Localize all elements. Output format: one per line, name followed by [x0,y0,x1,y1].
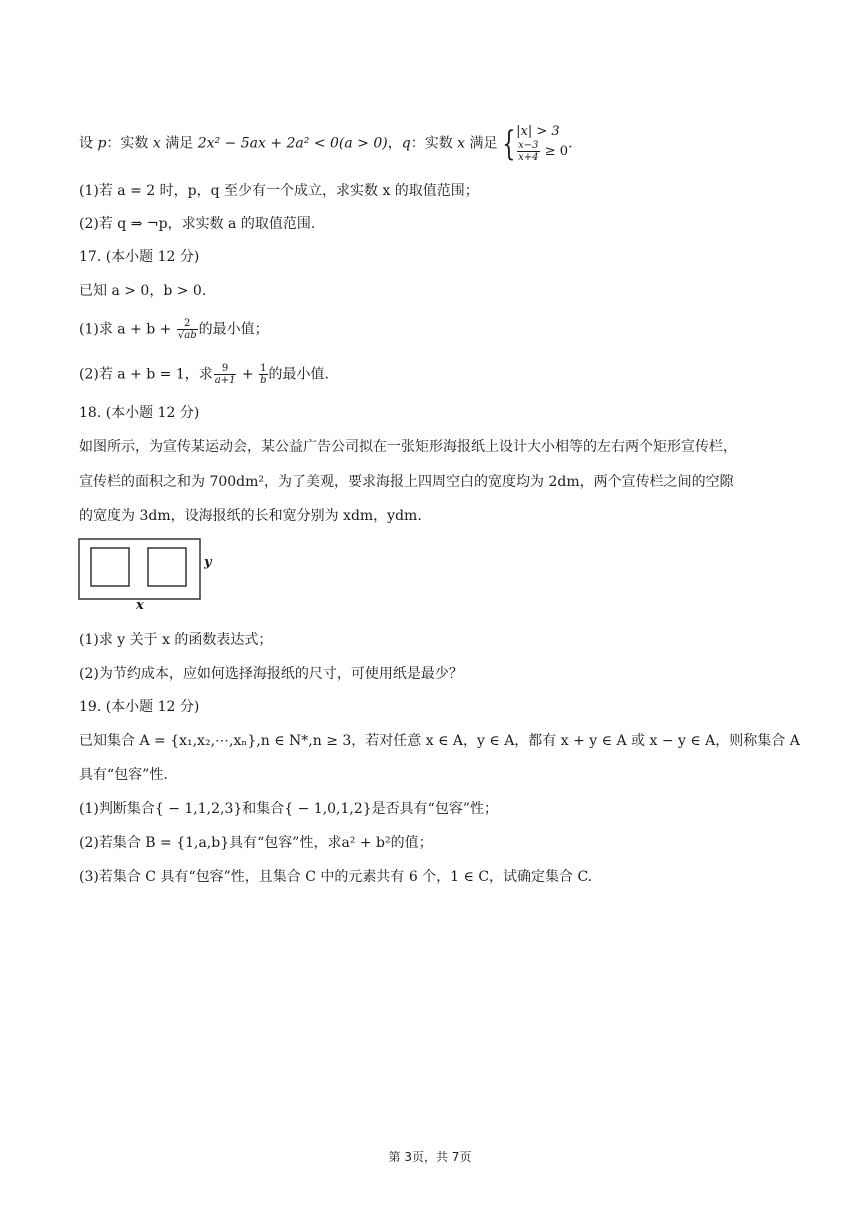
q19-para-line1: 已知集合 A = {x₁,x₂,⋯,xₙ},n ∈ N*,n ≥ 3，若对任意 x ∈ A，y ∈ A，都有 x + y ∈ A 或 x − y ∈ A，则称集合 A [79,733,800,749]
q17-given: 已知 a > 0，b > 0. [79,283,207,299]
q18-part1: (1)求 y 关于 x 的函数表达式； [79,632,273,648]
q16-ineq-p: 2x² − 5ax + 2a² < 0(a > 0) [197,135,388,152]
q16-system-row2-tail: ≥ 0 [544,144,568,159]
q19-part2: (2)若集合 B = {1,a,b}具有“包容”性，求a² + b²的值； [79,835,433,851]
q16-system-row2 [516,140,568,163]
q17-part2-plus: + [237,366,259,383]
q17-part2-prefix: (2)若 a + b = 1，求 [79,366,213,383]
q18-para-line2: 宣传栏的面积之和为 700dm²，为了美观，要求海报上四周空白的宽度均为 2dm，两个宣传栏之间的空隙 [79,474,734,490]
q16-system-row1: |x| > 3 [516,124,560,139]
q18-para-line3: 的宽度为 3dm，设海报纸的长和宽分别为 xdm，ydm. [79,508,422,524]
q16-stem-mid4: 满足 [469,135,498,152]
q17-part1 [79,318,269,341]
poster-label-y: y [204,555,212,570]
q16-sep: ， [387,135,402,152]
q16-end: . [567,135,573,152]
q17-part1-prefix: (1)求 a + b + [79,321,176,338]
q17-part2-fraction2 [259,363,267,386]
q16-part1: (1)若 a = 2 时，p，q 至少有一个成立，求实数 x 的取值范围； [79,183,479,199]
poster-right-panel [148,548,186,586]
q17-part2 [79,363,329,386]
q17-part1-den: √ab [177,330,197,341]
q16-fraction-den: x+4 [518,152,539,163]
q16-fraction-num: x−3 [518,140,539,151]
q16-system [516,124,568,163]
poster-figure [78,538,220,602]
q17-part1-fraction [177,318,198,341]
q17-part2-suffix: 的最小值. [268,366,329,383]
q19-part1: (1)判断集合{ − 1,1,2,3}和集合{ − 1,0,1,2}是否具有“包容”性； [79,801,498,817]
q16-fraction [517,140,539,163]
q17-part1-num: 2 [177,318,198,330]
poster-label-x: x [136,598,144,613]
q17-part1-suffix: 的最小值； [198,321,269,338]
q17-part2-num2: 1 [260,363,267,374]
q16-part2: (2)若 q ⇒ ¬p，求实数 a 的取值范围. [79,216,316,232]
q16-stem-prefix: 设 [79,135,93,152]
q16-var-x-2: x [457,135,466,152]
q17-part2-den2: b [260,375,267,386]
q16-var-x: x [152,135,161,152]
page-footer: 第 3页，共 7页 [388,1150,472,1164]
q17-part2-fraction1 [214,363,237,386]
q16-stem-mid1: ：实数 [106,135,149,152]
q19-para-line2: 具有“包容”性. [79,767,168,783]
q16-system-brace: { [501,123,515,164]
q17-part2-num1: 9 [214,363,237,375]
q16-q: q [401,135,411,152]
q19-part3: (3)若集合 C 具有“包容”性，且集合 C 中的元素共有 6 个，1 ∈ C，试确定集合 C. [79,869,593,885]
q18-para-line1: 如图所示，为宣传某运动会，某公益广告公司拟在一张矩形海报纸上设计大小相等的左右两个矩形宣传栏， [79,439,737,455]
q17-header: 17. (本小题 12 分) [79,249,200,265]
poster-left-panel [91,548,129,586]
q16-stem [79,124,572,163]
q16-stem-mid3: ：实数 [410,135,453,152]
q17-part2-den1: a+1 [214,375,236,386]
q18-header: 18. (本小题 12 分) [79,405,200,421]
q19-header: 19. (本小题 12 分) [79,699,200,715]
q16-p: p [97,135,107,152]
q18-part2: (2)为节约成本，应如何选择海报纸的尺寸，可使用纸是最少？ [79,666,463,682]
q16-stem-mid2: 满足 [165,135,194,152]
